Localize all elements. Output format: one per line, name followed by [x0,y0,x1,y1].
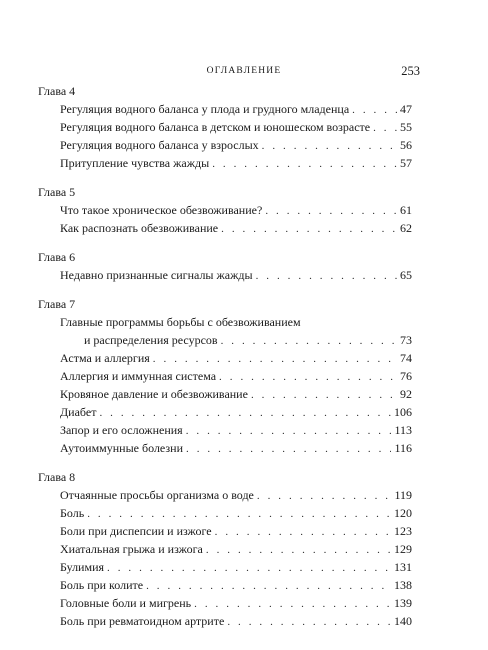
entry-page-number: 119 [394,488,412,502]
running-title: ОГЛАВЛЕНИЕ [206,66,282,76]
toc-entry [60,219,412,237]
entry-title: Запор и его осложнения [60,423,183,437]
entry-page-number: 123 [394,524,412,538]
toc-entry [60,504,412,522]
entry-page-number: 140 [394,614,412,628]
chapter-4 [38,82,412,172]
dot-leader [352,101,397,119]
page-number: 253 [401,64,420,78]
dot-leader [186,422,392,440]
toc-entry [60,540,412,558]
entry-title: Отчаянные просьбы организма о воде [60,488,254,502]
toc-entry [60,201,412,219]
chapter-6 [38,248,412,284]
entry-title: Хиатальная грыжа и изжога [60,542,203,556]
chapter-7 [38,295,412,457]
entry-page-number: 129 [394,542,412,556]
page-header [0,64,488,80]
dot-leader [186,440,391,458]
dot-leader [146,577,391,595]
chapter-8 [38,468,412,630]
dot-leader [107,559,391,577]
toc-entry [60,136,412,154]
entry-title: Аутоиммунные болезни [60,441,183,455]
toc-entry [60,576,412,594]
entry-title: Боль [60,506,85,520]
toc-entry [60,385,412,403]
entry-title: Диабет [60,405,97,419]
entry-title: Аллергия и иммунная система [60,369,217,383]
entry-page-number: 61 [400,203,412,217]
entry-title: Регуляция водного баланса у взрослых [60,138,259,152]
chapter-title: Глава 4 [38,84,76,98]
entry-page-number: 116 [394,441,412,455]
chapter-title: Глава 7 [38,297,76,311]
dot-leader [227,613,391,631]
dot-leader [256,267,397,285]
dot-leader [262,137,397,155]
entry-page-number: 106 [394,405,412,419]
entry-page-number: 65 [400,268,412,282]
toc-entry [60,313,412,349]
dot-leader [373,119,397,137]
toc-entry [60,612,412,630]
entry-page-number: 74 [400,351,412,365]
entry-title: Боль при колите [60,578,144,592]
toc-entry [60,154,412,172]
entry-page-number: 76 [400,369,412,383]
entry-title: Регуляция водного баланса в детском и юношеском возрасте [60,120,371,134]
table-of-contents [38,82,412,641]
dot-leader [215,523,391,541]
toc-entry [60,349,412,367]
entry-title: Головные боли и мигрень [60,596,192,610]
entry-title: Боль при ревматоидном артрите [60,614,225,628]
toc-entry [60,367,412,385]
entry-page-number: 55 [400,120,412,134]
entry-title: и распределения ресурсов [84,333,218,347]
chapter-title: Глава 5 [38,185,76,199]
dot-leader [194,595,391,613]
toc-entry [60,118,412,136]
entry-page-number: 73 [400,333,412,347]
entry-title: Астма и аллергия [60,351,150,365]
entry-title: Булимия [60,560,105,574]
entry-page-number: 131 [394,560,412,574]
entry-page-number: 57 [400,156,412,170]
toc-entry [60,421,412,439]
entry-page-number: 139 [394,596,412,610]
toc-entry [60,403,412,421]
entry-page-number: 113 [394,423,412,437]
entry-title: Притупление чувства жажды [60,156,210,170]
toc-entry [60,100,412,118]
entry-page-number: 47 [400,102,412,116]
dot-leader [221,220,397,238]
entry-title: Что такое хроническое обезвоживание? [60,203,263,217]
entry-page-number: 62 [400,221,412,235]
dot-leader [212,155,397,173]
entry-title-line-1: Главные программы борьбы с обезвоживанием [60,315,301,329]
entry-page-number: 56 [400,138,412,152]
toc-entry [60,594,412,612]
dot-leader [206,541,391,559]
dot-leader [219,368,397,386]
chapter-5 [38,183,412,237]
dot-leader [87,505,391,523]
entry-title: Кровяное давление и обезвоживание [60,387,248,401]
dot-leader [251,386,397,404]
entry-title: Регуляция водного баланса у плода и грудного младенца [60,102,350,116]
entry-page-number: 92 [400,387,412,401]
toc-entry [60,266,412,284]
dot-leader [99,404,391,422]
dot-leader [153,350,397,368]
chapter-title: Глава 6 [38,250,76,264]
entry-title: Боли при диспепсии и изжоге [60,524,212,538]
dot-leader [257,487,392,505]
dot-leader [265,202,397,220]
toc-entry [60,486,412,504]
toc-entry [60,558,412,576]
chapter-title: Глава 8 [38,470,76,484]
entry-page-number: 138 [394,578,412,592]
entry-title: Недавно признанные сигналы жажды [60,268,253,282]
entry-title: Как распознать обезвоживание [60,221,219,235]
dot-leader [221,332,397,350]
toc-entry [60,522,412,540]
entry-page-number: 120 [394,506,412,520]
toc-entry [60,439,412,457]
